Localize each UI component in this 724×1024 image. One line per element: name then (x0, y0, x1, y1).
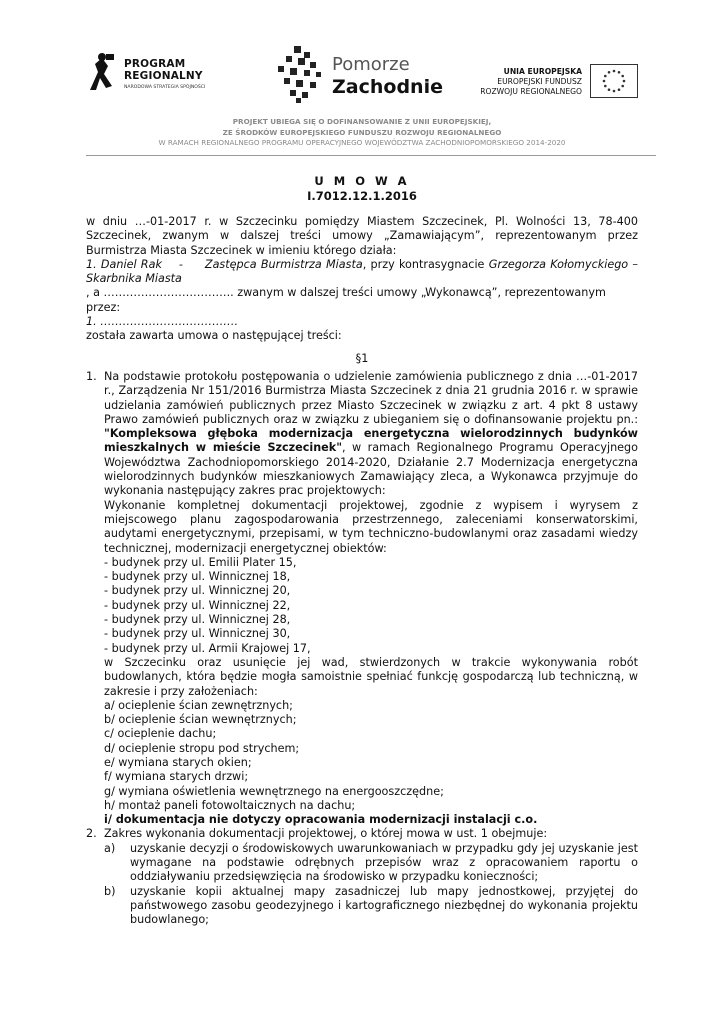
point-2-a-label: a) (104, 841, 116, 855)
scope-item: h/ montaż paneli fotowoltaicznych na dachu; (104, 798, 356, 812)
scope-item-i: i/ dokumentacja nie dotyczy opracowania modernizacji instalacji c.o. (104, 813, 538, 827)
program-subtitle: NARODOWA STRATEGIA SPÓJNOŚCI (124, 85, 206, 90)
pomorze-squares-icon (274, 44, 328, 104)
document-title (86, 174, 638, 204)
point-1-number: 1. (86, 369, 97, 383)
scope-text: Wykonanie kompletnej dokumentacji projektowej, zgodnie z wypisem i wyrysem z miejscowego planu zagospodarowania przestrzennego, zaleceniami konserwatorskimi, audytami energetycznymi, przepisami, w tym techniczno-budowlanymi oraz zasadami wiedzy technicznej, modernizacji energetycznej obiektów: (104, 498, 638, 555)
scope-item: e/ wymiana starych okien; (104, 755, 252, 769)
title-number: I.7012.12.1.2016 (307, 189, 417, 203)
point-2-number: 2. (86, 827, 97, 841)
point-1 (86, 370, 638, 499)
eu-logo (462, 64, 638, 104)
scope-conditions: w Szczecinku oraz usunięcie jej wad, stwierdzonych w trakcie wykonywania robót budowlanych, która będzie mogła samoistnie spełniać funkcję gospodarczą lub techniczną, w zakresie i przy założeniach: (104, 655, 638, 698)
building-item: - budynek przy ul. Winnicznej 20, (104, 584, 291, 598)
scope-item: c/ ocieplenie dachu; (104, 727, 217, 741)
building-item: - budynek przy ul. Armii Krajowej 17, (104, 641, 311, 655)
ue-line-3: ROZWOJU REGIONALNEGO (480, 87, 582, 96)
ue-line-2: EUROPEJSKI FUNDUSZ (497, 77, 582, 86)
zachodnie-text: Zachodnie (332, 76, 443, 98)
rep-role: Zastępca Burmistrza Miasta (204, 257, 363, 271)
ue-line-1: UNIA EUROPEJSKA (503, 67, 582, 76)
point-1-text-b: , w ramach Regionalnego Programu Operacyjnego Województwa Zachodniopomorskiego 2014-2020, Działanie 2.7 Modernizacja energetyczna wielorodzinnych budynków mieszkaniowych Zamawiający zleca, a Wykonawca przyjmuje do wykonania następujący zakres prac projektowych: (104, 441, 638, 498)
point-1-text-a: Na podstawie protokołu postępowania o udzielenie zamówienia publicznego z dnia …-01-2017 r., Zarządzenia Nr 151/2016 Burmistrza Miasta Szczecinek z dnia 21 grudnia 2016 r. w sprawie udzielania zamówień publicznych przez Miasto Szczecinek w związku z art. 4 pkt 8 ustawy Prawo zamówień publicznych oraz w związku z ubieganiem się o dofinansowanie projektu pn.: (104, 369, 638, 426)
rep-name: 1. Daniel Rak - (86, 257, 183, 271)
scope-item: d/ ocieplenie stropu pod strychem; (104, 741, 300, 755)
document-body (86, 215, 638, 928)
rep-cosign: Grzegorza Kołomyckiego – Skarbnika Miasta (86, 257, 638, 286)
rep-mid: , przy kontrasygnacie (362, 257, 489, 271)
title-umowa: U M O W A (314, 174, 410, 188)
program-regionalny-logo (86, 48, 246, 106)
point-2 (86, 827, 638, 841)
point-2-b (86, 885, 638, 928)
point-2-a (86, 842, 638, 885)
program-title-1: PROGRAM (124, 58, 186, 70)
building-item: - budynek przy ul. Winnicznej 28, (104, 613, 291, 627)
project-name: "Kompleksowa głęboka modernizacja energetyczna wielorodzinnych budynków mieszkalnych w mieście Szczecinek" (104, 427, 638, 455)
point-2-a-text: uzyskanie decyzji o środowiskowych uwarunkowaniach w przypadku gdy jej uzyskanie jest wymagane na podstawie odrębnych przepisów wraz z opracowaniem raportu o oddziaływaniu przedsięwzięcia na środowisko w przypadku konieczności; (130, 841, 638, 884)
scope-item: b/ ocieplenie ścian wewnętrznych; (104, 713, 297, 727)
building-item: - budynek przy ul. Winnicznej 18, (104, 570, 291, 584)
intro-paragraph: w dniu …-01-2017 r. w Szczecinku pomiędzy Miastem Szczecinek, Pl. Wolności 13, 78-400 Szczecinek, zwanym w dalszej treści umowy „Zamawiającym”, reprezentowanym przez Burmistrza Miasta Szczecinek w imieniu którego działa: (86, 215, 638, 257)
section-mark: §1 (355, 351, 369, 365)
scope-item: f/ wymiana starych drzwi; (104, 770, 249, 784)
scope-item: a/ ocieplenie ścian zewnętrznych; (104, 698, 293, 712)
point-2-b-text: uzyskanie kopii aktualnej mapy zasadniczej lub mapy jednostkowej, przyjętej do państwowego zasobu geodezyjnego i kartograficznego niezbędnej do wykonania projektu budowlanego; (130, 884, 638, 927)
eu-flag-icon (590, 64, 638, 98)
header-divider (86, 155, 656, 156)
point-2-text: Zakres wykonania dokumentacji projektowej, o której mowa w ust. 1 obejmuje: (104, 827, 548, 841)
scope-item: g/ wymiana oświetlenia wewnętrznego na energooszczędne; (104, 784, 444, 798)
scope-block (86, 499, 638, 828)
project-line-2: ZE ŚRODKÓW EUROPEJSKIEGO FUNDUSZU ROZWOJU REGIONALNEGO (222, 127, 502, 137)
representative-line (86, 258, 638, 287)
point-2-b-label: b) (104, 884, 116, 898)
contractor-rep: 1. ………………………………. (86, 315, 239, 329)
contractor-line: , a …………………………….. zwanym w dalszej treści umowy „Wykonawcą”, reprezentowanym przez: (86, 286, 606, 314)
project-line-1: PROJEKT UBIEGA SIĘ O DOFINANSOWANIE Z UNII EUROPEJSKIEJ, (232, 117, 492, 126)
project-funding-note (86, 117, 638, 149)
header-logos (86, 40, 638, 110)
pomorze-text: Pomorze (332, 54, 410, 75)
pomorze-zachodnie-logo (274, 40, 443, 110)
project-line-3: W RAMACH REGIONALNEGO PROGRAMU OPERACYJNEGO WOJEWÓDZTWA ZACHODNIOPOMORSKIEGO 2014-2020 (158, 138, 566, 147)
program-title-2: REGIONALNY (124, 70, 203, 82)
building-item: - budynek przy ul. Winnicznej 30, (104, 627, 291, 641)
building-item: - budynek przy ul. Emilii Plater 15, (104, 555, 297, 569)
program-regionalny-figure-icon (86, 52, 116, 94)
building-item: - budynek przy ul. Winnicznej 22, (104, 598, 291, 612)
intro-closing: została zawarta umowa o następującej treści: (86, 329, 342, 343)
